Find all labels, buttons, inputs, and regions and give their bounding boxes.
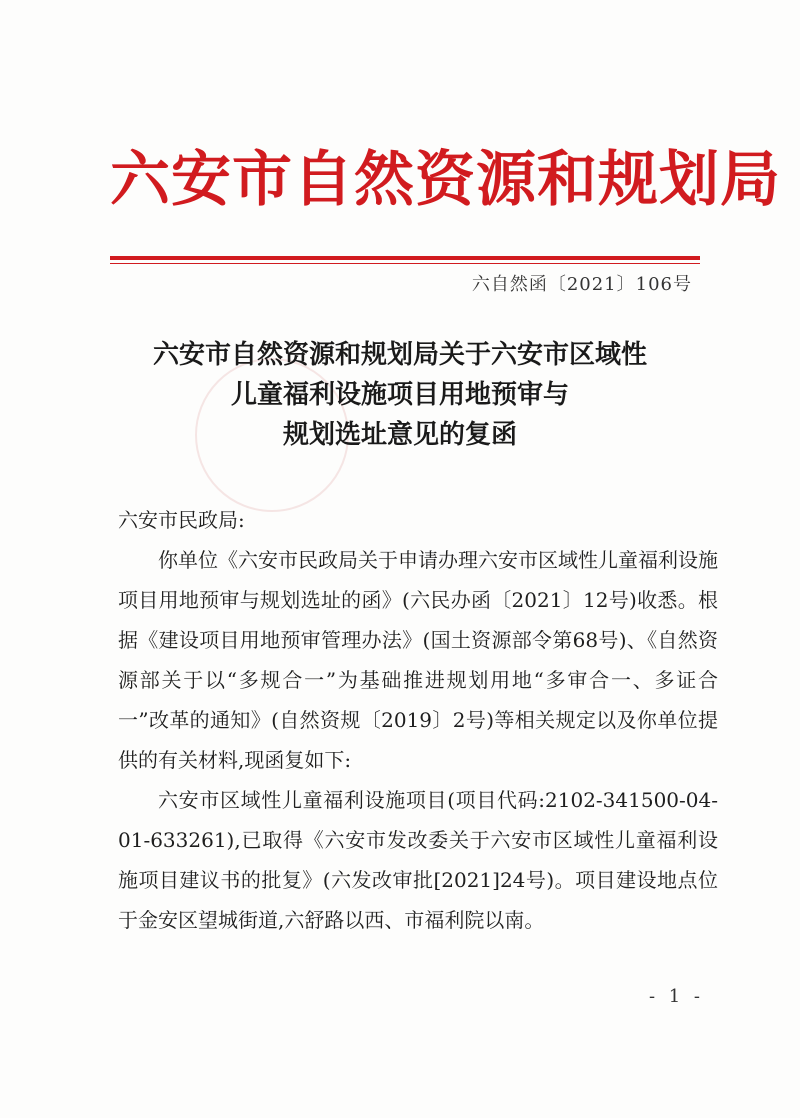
letter-body bbox=[118, 500, 718, 940]
document-number: 六自然函〔2021〕106号 bbox=[471, 274, 692, 295]
document-title bbox=[80, 335, 720, 455]
title-line-1: 六安市自然资源和规划局关于六安市区域性 bbox=[152, 340, 647, 370]
salutation: 六安市民政局: bbox=[118, 508, 245, 532]
red-header-rule bbox=[110, 256, 700, 260]
body-paragraph-2: 六安市区域性儿童福利设施项目(项目代码:2102-341500-04-01-633261),已取得《六安市发改委关于六安市区域性儿童福利设施项目建议书的批复》(六发改审批[2021]24号)。项目建设地点位于金安区望城街道,六舒路以西、市福利院以南。 bbox=[118, 788, 718, 932]
body-paragraph-1: 你单位《六安市民政局关于申请办理六安市区域性儿童福利设施项目用地预审与规划选址的函》(六民办函〔2021〕12号)收悉。根据《建设项目用地预审管理办法》(国土资源部令第68号)、《自然资源部关于以“多规合一”为基础推进规划用地“多审合一、多证合一”改革的通知》(自然资规〔2019〕2号)等相关规定以及你单位提供的有关材料,现函复如下: bbox=[118, 548, 718, 772]
page-number: - 1 - bbox=[648, 986, 704, 1007]
title-line-3: 规划选址意见的复函 bbox=[282, 420, 517, 450]
agency-header-title: 六安市自然资源和规划局 bbox=[110, 145, 781, 215]
title-line-2: 儿童福利设施项目用地预审与 bbox=[230, 380, 569, 410]
red-header-rule-thin bbox=[110, 263, 700, 264]
